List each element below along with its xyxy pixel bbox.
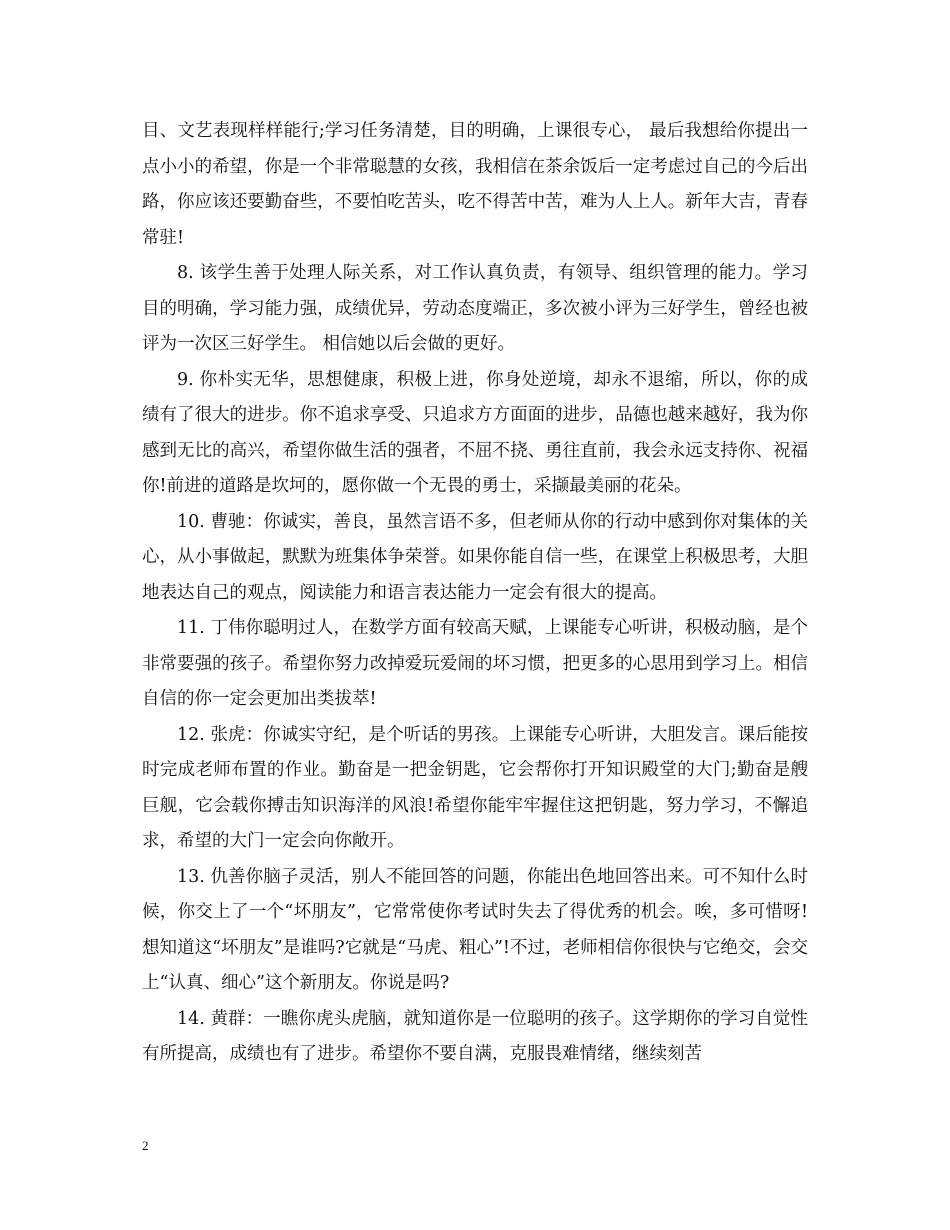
paragraph-item-13: 13. 仇善你脑子灵活，别人不能回答的问题，你能出色地回答出来。可不知什么时候，你交上了一个“坏朋友”，它常常使你考试时失去了得优秀的机会。唉，多可惜呀!想知道这“坏朋友”是谁吗?它就是“马虎、粗心”!不过，老师相信你很快与它绝交，会交上“认真、细心”这个新朋友。你说是吗? <box>142 866 808 993</box>
paragraph-item-11: 11. 丁伟你聪明过人，在数学方面有较高天赋，上课能专心听讲，积极动脑，是个非常要强的孩子。希望你努力改掉爱玩爱闹的坏习惯，把更多的心思用到学习上。相信自信的你一定会更加出类拔萃! <box>142 618 808 709</box>
paragraph-continuation: 目、文艺表现样样能行;学习任务清楚，目的明确，上课很专心， 最后我想给你提出一点小小的希望，你是一个非常聪慧的女孩，我相信在茶余饭后一定考虑过自己的今后出路，你应该还要勤奋些，不要怕吃苦头，吃不得苦中苦，难为人上人。新年大吉，青春常驻! <box>142 121 808 248</box>
paragraph-item-10: 10. 曹驰：你诚实，善良，虽然言语不多，但老师从你的行动中感到你对集体的关心，从小事做起，默默为班集体争荣誉。如果你能自信一些，在课堂上积极思考，大胆地表达自己的观点，阅读能力和语言表达能力一定会有很大的提高。 <box>142 511 808 603</box>
paragraph-item-14: 14. 黄群：一瞧你虎头虎脑，就知道你是一位聪明的孩子。这学期你的学习自觉性有所提高，成绩也有了进步。希望你不要自满，克服畏难情绪，继续刻苦 <box>142 1008 808 1064</box>
page-number: 2 <box>142 1138 149 1153</box>
document-body <box>142 114 808 1073</box>
paragraph-item-12: 12. 张虎：你诚实守纪，是个听话的男孩。上课能专心听讲，大胆发言。课后能按时完成老师布置的作业。勤奋是一把金钥匙，它会帮你打开知识殿堂的大门;勤奋是艘巨舰，它会载你搏击知识海洋的风浪!希望你能牢牢握住这把钥匙，努力学习，不懈追求，希望的大门一定会向你敞开。 <box>142 724 808 851</box>
paragraph-item-8: 8. 该学生善于处理人际关系，对工作认真负责，有领导、组织管理的能力。学习目的明确，学习能力强，成绩优异，劳动态度端正，多次被小评为三好学生，曾经也被评为一次区三好学生。 相信她以后会做的更好。 <box>142 263 808 354</box>
paragraph-item-9: 9. 你朴实无华，思想健康，积极上进，你身处逆境，却永不退缩，所以，你的成绩有了很大的进步。你不追求享受、只追求方方面面的进步，品德也越来越好，我为你感到无比的高兴，希望你做生活的强者，不屈不挠、勇往直前，我会永远支持你、祝福你!前进的道路是坎坷的，愿你做一个无畏的勇士，采撷最美丽的花朵。 <box>142 369 808 496</box>
